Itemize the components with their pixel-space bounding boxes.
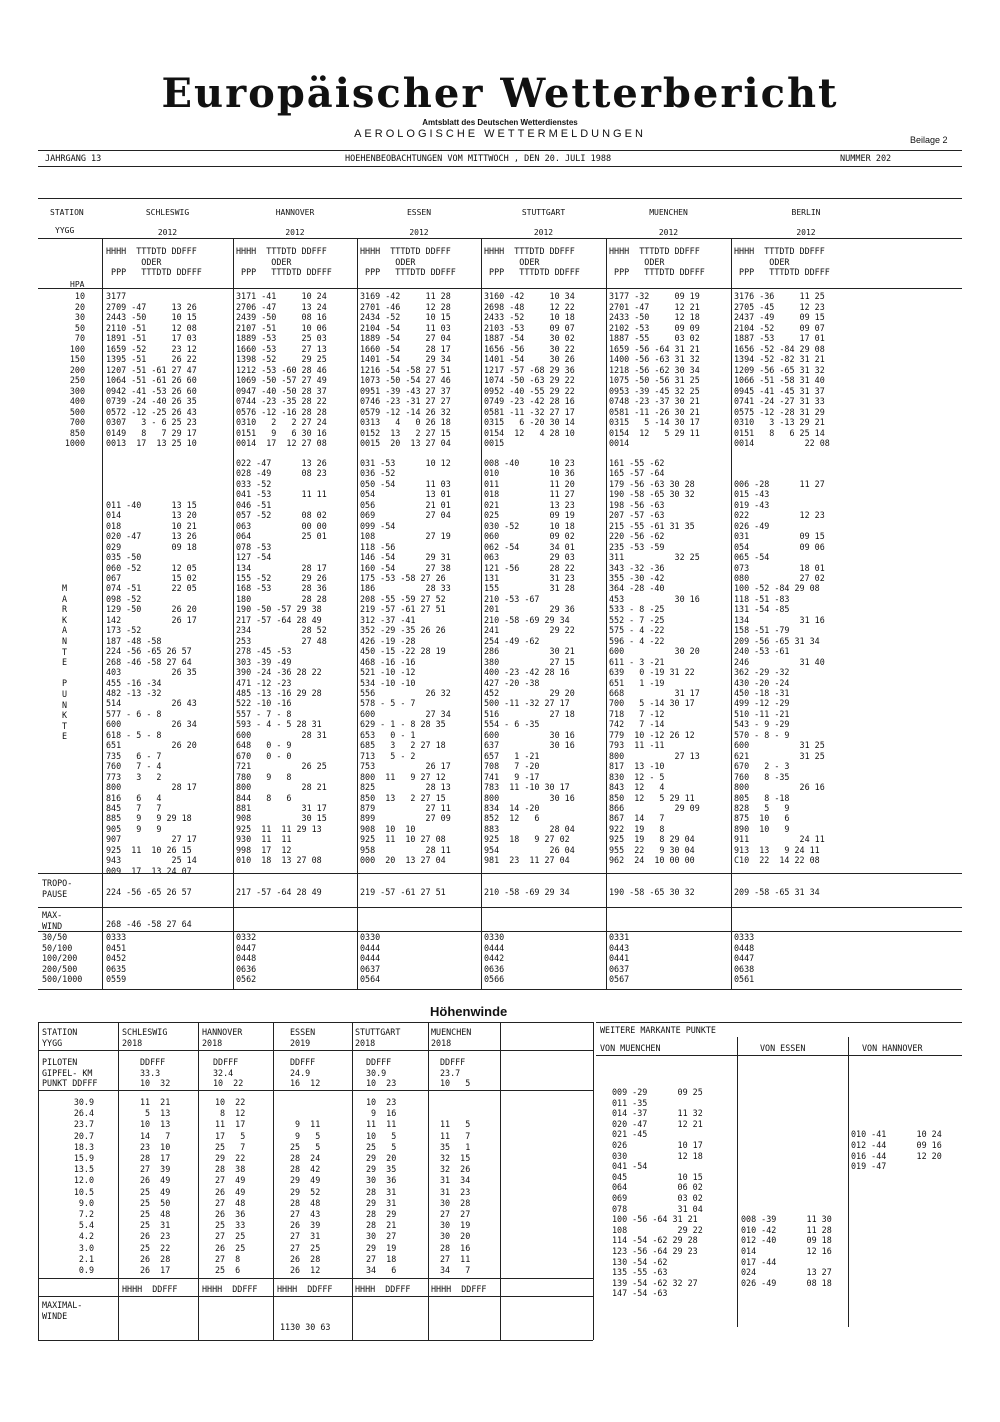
sig-level-data: 031 -53 10 12 036 -52 050 -54 11 03 054 13 01 056 21 01 069 27 04 099 -54 108 27 19 118 -56 146 -54 29 31 160 -54 27 38 175 -53 -58 27 26 186 28 33 208 -55 -59 27 52 219 -57 -61 27 51 312 -37 -41 352 -29 -35 26 26 426 -19 -28 450 -15 -22 28 19 468 -16 -16 521 -10 -12 534 -10 -10 556 26 32 578 - 5 - 7 600 27 34 629 - 1 - 8 28 35 653 0 - 1 685 3 2 27 18 713 5 - 2 753 26 17 800 11 9 27 12 825 28 13 850 13 2 27 15 879 27 11 899 27 09 908 10 10 925 11 10 27 08 958 28 11 000 20 13 27 04 bbox=[360, 458, 451, 866]
tropopause-value: 209 -58 -65 31 34 bbox=[734, 887, 820, 897]
station-yygg: 2012 bbox=[157, 228, 178, 237]
station-yygg: 2012 bbox=[285, 228, 305, 237]
std-level-data: 3171 -41 10 24 2706 -47 13 24 2439 -50 08 16 2107 -51 10 06 1889 -53 25 03 1660 -53 27 13 1398 -52 29 25 1212 -53 -60 28 46 1069 -50 -57 27 49 0947 -40 -50 28 37 0744 -23 -35 28 22 0576 -12 -16 28 28 0310 2 2 27 24 0151 9 6 30 16 0014 17 12 27 08 bbox=[236, 291, 327, 448]
hw-values: 10 23 9 16 11 11 10 5 25 5 29 20 29 35 30 36 28 31 29 31 28 29 28 21 30 27 29 19 27 18 34 6 bbox=[366, 1097, 397, 1276]
gipfel-value: DDFFF 33.3 10 32 bbox=[140, 1057, 171, 1088]
station-yygg: 2012 bbox=[409, 228, 429, 237]
hw-bottom-header: HHHH DDFFF bbox=[431, 1284, 487, 1294]
nummer: NUMMER 202 bbox=[840, 154, 892, 164]
shear-values: 0330 0444 0442 0636 0566 bbox=[484, 932, 505, 984]
hw-values: 9 11 9 5 25 5 28 24 28 42 29 49 29 52 28 48 27 43 26 39 27 31 27 25 26 28 26 12 bbox=[290, 1119, 321, 1276]
gipfel-value: DDFFF 24.9 16 12 bbox=[290, 1057, 321, 1088]
maxwind-value: 268 -46 -58 27 64 bbox=[106, 919, 192, 929]
beilage-label: Beilage 2 bbox=[910, 135, 948, 145]
station-name: MUENCHEN bbox=[649, 208, 688, 217]
hw-station: ESSEN 2019 bbox=[290, 1027, 316, 1048]
column-header: HHHH TTTDTD DDFFF ODER PPP TTTDTD DDFFF bbox=[236, 246, 332, 277]
maximalwinde-label: MAXIMAL- WINDE bbox=[42, 1300, 83, 1321]
agency-subtitle: Amtsblatt des Deutschen Wetterdienstes bbox=[422, 118, 578, 127]
maxwind-label: MAX- WIND bbox=[42, 910, 63, 931]
tropopause-value: 224 -56 -65 26 57 bbox=[106, 887, 192, 897]
hw-bottom-header: HHHH DDFFF bbox=[355, 1284, 411, 1294]
column-header: HHHH TTTDTD DDFFF ODER PPP TTTDTD DDFFF bbox=[734, 246, 830, 277]
column-header: HHHH TTTDTD DDFFF ODER PPP TTTDTD DDFFF bbox=[484, 246, 580, 277]
hw-bottom-header: HHHH DDFFF bbox=[122, 1284, 178, 1294]
weitere-col-header: VON HANNOVER bbox=[862, 1043, 923, 1053]
shear-values: 0330 0444 0444 0637 0564 bbox=[360, 932, 381, 984]
infobar-bottom-rule bbox=[38, 166, 962, 167]
column-header: HHHH TTTDTD DDFFF ODER PPP TTTDTD DDFFF bbox=[360, 246, 456, 277]
tropopause-value: 217 -57 -64 28 49 bbox=[236, 887, 322, 897]
station-name: HANNOVER bbox=[275, 208, 315, 217]
hw-station: STUTTGART 2018 bbox=[355, 1027, 401, 1048]
station-name: STUTTGART bbox=[521, 208, 566, 217]
tropopause-value: 210 -58 -69 29 34 bbox=[484, 887, 570, 897]
page-title: Europäischer Wetterbericht bbox=[161, 70, 839, 117]
hoehenwinde-title: Höhenwinde bbox=[430, 1004, 508, 1019]
station-yygg: 2012 bbox=[533, 228, 554, 237]
sig-level-data: 008 -40 10 23 010 10 36 011 11 20 018 11 27 021 13 23 025 09 19 030 -52 10 18 060 09 02 062 -54 34 01 063 29 03 121 -56 28 22 131 31 23 155 31 28 210 -53 -67 201 29 36 210 -58 -69 29 34 241 29 22 254 -49 -62 286 30 21 380 27 15 400 -23 -42 28 16 427 -20 -38 452 29 20 500 -11 -32 27 17 516 27 18 554 - 6 -35 600 30 16 637 30 16 657 1 -21 708 7 -20 741 9 -17 783 11 -10 30 17 800 30 16 834 14 -20 852 12 6 883 28 04 925 18 9 27 02 954 26 04 981 23 11 27 04 bbox=[484, 458, 575, 866]
observation-date: HOEHENBEOBACHTUNGEN VOM MITTWOCH , DEN 20. JULI 1988 bbox=[345, 154, 612, 164]
weitere-hannover-data: 010 -41 10 24 012 -44 09 16 016 -44 12 20 019 -47 bbox=[851, 1129, 942, 1172]
hw-bottom-header: HHHH DDFFF bbox=[202, 1284, 258, 1294]
hpa-label: HPA bbox=[70, 280, 85, 289]
std-level-data: 3169 -42 11 28 2701 -46 12 28 2434 -52 10 15 2104 -54 11 03 1889 -54 27 04 1660 -54 28 17 1401 -54 29 34 1216 -54 -58 27 51 1073 -50 -54 27 46 0951 -39 -43 27 37 0746 -23 -31 27 27 0579 -12 -14 26 32 0313 4 0 26 18 0152 13 2 27 15 0015 20 13 27 04 bbox=[360, 291, 451, 448]
infobar-top-rule bbox=[38, 150, 962, 151]
heights-km: 30.9 26.4 23.7 20.7 18.3 15.9 13.5 12.0 10.5 9.0 7.2 5.4 4.2 3.0 2.1 0.9 bbox=[73, 1097, 94, 1276]
shear-values: 0331 0443 0441 0637 0567 bbox=[609, 932, 630, 984]
piloten-label: PILOTEN GIPFEL- KM PUNKT DDFFF bbox=[42, 1057, 98, 1088]
hw-bottom-header: HHHH DDFFF bbox=[277, 1284, 333, 1294]
station-yygg: 2012 bbox=[796, 228, 816, 237]
shear-values: 0333 0451 0452 0635 0559 bbox=[106, 932, 127, 984]
hpa-levels: 10 20 30 50 70 100 150 200 250 300 400 500 700 850 1000 bbox=[64, 291, 85, 448]
tropopause-value: 190 -58 -65 30 32 bbox=[609, 887, 695, 897]
std-level-data: 3177 2709 -47 13 26 2443 -50 10 15 2110 -51 12 08 1891 -51 17 03 1659 -52 23 12 1395 -51 26 22 1207 -51 -61 27 47 1064 -51 -61 26 60 0942 -41 -53 26 60 0739 -24 -40 26 35 0572 -12 -25 26 43 0307 3 - 6 25 23 0149 8 7 29 17 0013 17 13 25 10 bbox=[106, 291, 197, 448]
weitere-col-header: VON MUENCHEN bbox=[600, 1043, 661, 1053]
hw-station-label: STATION YYGG bbox=[42, 1027, 78, 1048]
shear-values: 0333 0448 0447 0638 0561 bbox=[734, 932, 755, 984]
sig-level-data: 011 -40 13 15 014 13 20 018 10 21 020 -47 13 26 029 09 18 035 -50 060 -52 12 05 067 15 02 074 -51 22 05 098 -52 129 -50 26 20 142 26 17 173 -52 187 -48 -58 224 -56 -65 26 57 268 -46 -58 27 64 403 26 35 455 -16 -34 482 -13 -32 514 26 43 577 - 6 - 8 600 26 34 618 - 5 - 8 651 26 20 735 6 - 7 760 7 - 4 773 3 2 800 28 17 816 6 4 845 7 7 885 9 9 29 18 905 9 9 907 27 17 925 11 10 26 15 943 25 14 009 17 13 24 07 bbox=[106, 499, 197, 876]
gipfel-value: DDFFF 23.7 10 5 bbox=[440, 1057, 471, 1088]
tropopause-value: 219 -57 -61 27 51 bbox=[360, 887, 446, 897]
hw-station: SCHLESWIG 2018 bbox=[122, 1027, 168, 1048]
hw-values: 10 22 8 12 11 17 17 5 25 7 29 22 28 38 27 49 26 49 27 48 26 36 25 33 27 25 26 25 27 8 25 6 bbox=[215, 1097, 246, 1276]
column-header: HHHH TTTDTD DDFFF ODER PPP TTTDTD DDFFF bbox=[106, 246, 202, 277]
jahrgang: JAHRGANG 13 bbox=[45, 154, 102, 164]
sig-level-data: 161 -55 -62 165 -57 -64 179 -56 -63 30 28 190 -58 -65 30 32 198 -56 -63 207 -57 -63 215 -55 -61 31 35 220 -56 -62 235 -53 -59 311 32 25 343 -32 -36 355 -30 -42 364 -28 -40 453 30 16 533 - 8 -25 552 - 7 -25 575 - 4 -22 596 - 4 -22 600 30 20 611 - 3 -21 639 0 -19 31 22 651 1 -19 668 31 17 700 5 -14 30 17 718 7 -12 742 7 -14 779 10 -12 26 12 793 11 -11 800 27 13 817 13 -10 830 12 - 5 843 12 4 850 12 5 29 11 866 29 09 867 14 7 922 19 8 925 19 8 29 04 955 22 9 30 04 962 24 10 00 00 bbox=[609, 458, 700, 866]
gipfel-value: DDFFF 32.4 10 22 bbox=[213, 1057, 244, 1088]
column-header: HHHH TTTDTD DDFFF ODER PPP TTTDTD DDFFF bbox=[609, 246, 705, 277]
station-name: ESSEN bbox=[406, 208, 432, 217]
station-yygg: 2012 bbox=[658, 228, 679, 237]
weitere-col-header: VON ESSEN bbox=[760, 1043, 806, 1053]
station-label: STATION bbox=[50, 208, 84, 217]
hw-station: HANNOVER 2018 bbox=[202, 1027, 243, 1048]
yygg-label: YYGG bbox=[55, 226, 75, 235]
hw-station: MUENCHEN 2018 bbox=[431, 1027, 472, 1048]
weitere-muenchen-data: 009 -29 09 25 011 -35 014 -37 11 32 020 -47 12 21 021 -45 026 10 17 030 12 18 041 -54 045 10 15 064 06 02 069 03 02 078 31 04 100 -56 -64 31 21 108 29 22 114 -54 -62 29 28 123 -56 -64 29 23 130 -54 -62 135 -55 -63 139 -54 -62 32 27 147 -54 -63 bbox=[612, 1087, 703, 1299]
weitere-essen-data: 008 -39 11 30 010 -42 11 28 012 -40 09 18 014 12 16 017 -44 024 13 27 026 -49 08 18 bbox=[741, 1214, 832, 1288]
maximalwinde-value: 1130 30 63 bbox=[280, 1322, 331, 1332]
gipfel-value: DDFFF 30.9 10 23 bbox=[366, 1057, 397, 1088]
sig-level-data: 022 -47 13 26 028 -49 08 23 033 -52 041 -53 11 11 046 -51 057 -52 08 02 063 00 00 064 25 01 078 -53 127 -54 134 28 17 155 -52 29 26 168 -53 28 36 180 28 28 190 -50 -57 29 38 217 -57 -64 28 49 234 28 52 253 27 48 278 -45 -53 303 -39 -49 390 -24 -36 28 22 471 -12 -23 485 -13 -16 29 28 522 -10 -16 557 - 7 - 8 593 - 4 - 5 28 31 600 28 31 648 0 - 9 670 0 - 0 721 26 25 780 9 8 800 28 21 844 8 6 881 31 17 908 30 15 925 11 11 29 13 930 11 11 998 17 12 010 18 13 27 08 bbox=[236, 458, 327, 866]
shear-labels: 30/50 50/100 100/200 200/500 500/1000 bbox=[42, 932, 83, 984]
station-name: BERLIN bbox=[791, 208, 821, 217]
std-level-data: 3176 -36 11 25 2705 -45 12 23 2437 -49 09 15 2104 -52 09 07 1887 -53 17 01 1656 -52 -84 29 08 1394 -52 -82 31 21 1209 -56 -65 31 32 1066 -51 -58 31 40 0945 -41 -45 31 37 0741 -24 -27 31 33 0575 -12 -28 31 29 0310 3 -13 29 21 0151 8 6 25 14 0014 22 08 bbox=[734, 291, 830, 448]
markante-punkte-label: M A R K A N T E P U N K T E bbox=[62, 583, 68, 742]
station-name: SCHLESWIG bbox=[145, 208, 190, 217]
shear-values: 0332 0447 0448 0636 0562 bbox=[236, 932, 257, 984]
weitere-title: WEITERE MARKANTE PUNKTE bbox=[600, 1025, 716, 1035]
section-subtitle: AEROLOGISCHE WETTERMELDUNGEN bbox=[354, 128, 646, 140]
hw-values: 11 5 11 7 35 1 32 15 32 26 31 34 31 23 30 28 27 27 30 19 30 20 28 16 27 11 34 7 bbox=[440, 1119, 471, 1276]
tropopause-label: TROPO- PAUSE bbox=[42, 878, 73, 899]
sig-level-data: 006 -28 11 27 015 -43 019 -43 022 12 23 026 -49 031 09 15 054 09 06 065 -54 073 18 01 080 27 02 100 -52 -84 29 08 118 -51 -83 131 -54 -85 134 31 16 158 -51 -79 209 -56 -65 31 34 240 -53 -61 246 31 40 362 -29 -32 430 -20 -24 450 -18 -31 499 -12 -29 510 -11 -21 543 - 9 -29 570 - 8 - 9 600 31 25 621 31 25 670 2 - 3 760 8 -35 800 26 16 805 8 -18 828 5 9 875 10 6 890 10 9 911 24 11 913 13 9 24 11 C10 22 14 22 08 bbox=[734, 478, 825, 866]
std-level-data: 3177 -32 09 19 2701 -47 12 21 2433 -50 12 18 2102 -53 09 09 1887 -55 03 02 1659 -56 -64 31 21 1400 -56 -63 31 32 1218 -56 -62 30 34 1075 -50 -56 31 25 0953 -39 -45 32 25 0748 -23 -37 30 21 0581 -11 -26 30 21 0315 5 -14 30 17 0154 12 5 29 11 0014 bbox=[609, 291, 700, 448]
hw-values: 11 21 5 13 10 13 14 7 23 10 28 17 27 39 26 49 25 49 25 50 25 48 25 31 26 23 25 22 26 28 26 17 bbox=[140, 1097, 171, 1276]
std-level-data: 3160 -42 10 34 2698 -48 12 22 2433 -52 10 18 2103 -53 09 07 1887 -54 30 02 1656 -56 30 22 1401 -54 30 26 1217 -57 -68 29 36 1074 -50 -63 29 22 0952 -40 -55 29 22 0749 -23 -42 28 16 0581 -11 -32 27 17 0315 6 -20 30 14 0154 12 4 28 10 0015 bbox=[484, 291, 575, 448]
